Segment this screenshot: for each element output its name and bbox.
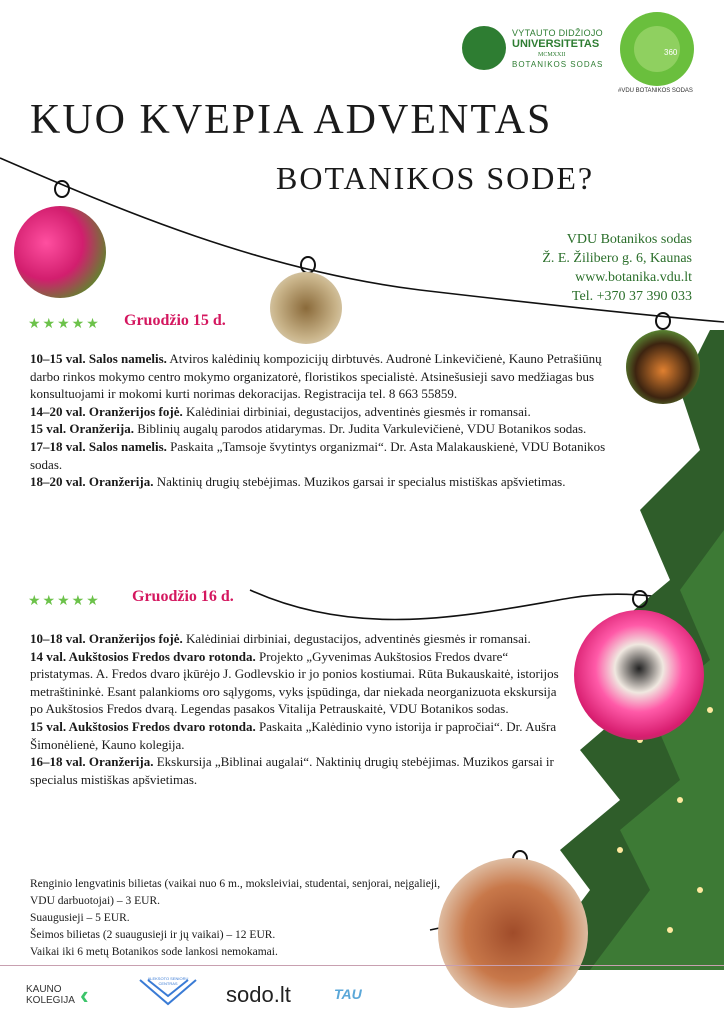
ornament-hook-icon xyxy=(632,590,648,608)
day1-header xyxy=(28,315,101,333)
logo-text: BOTANIKOS SODAS xyxy=(512,60,604,69)
ornament-butterfly-image xyxy=(626,330,700,404)
contact-name: VDU Botanikos sodas xyxy=(566,232,692,247)
hashtag: #VDU BOTANIKOS SODAS xyxy=(618,88,693,94)
ticket-line: Vaikai iki 6 metų Botanikos sode lankosi nemokamai. xyxy=(30,946,278,958)
stars-icon: ★★★★★ xyxy=(28,594,101,609)
ornament-moth-image xyxy=(270,272,342,344)
program-item: 14 val. Aukštosios Fredos dvaro rotonda. Projekto „Gyvenimas Aukštosios Fredos dvare“ pristatymas. A. Fredos dvaro įkūrėjo J. Godlevskio ir jo ponios kostiumai. Rūta Bukauskaitė, istorijos metraštininkė. Esant palankioms oro sąlygoms, vyks įspūdinga, dar niekada neorganizuota ekskursija po Aukštosios Fredos dvarą. Legendas pasakos Vitalija Petrauskaitė, VDU Botanikos sodas. xyxy=(30,648,559,717)
program-item: 16–18 val. Oranžerija. Ekskursija „Biblinai augalai“. Naktinių drugių stebėjimas. Muzikos garsai ir specialus mistiškas apšvietimas. xyxy=(30,754,554,787)
stars-icon: ★★★★★ xyxy=(28,317,101,332)
contact-phone: Tel. +370 37 390 033 xyxy=(571,289,692,304)
anniversary-360-logo: 360 xyxy=(620,12,694,86)
contact-address: Ž. E. Žilibero g. 6, Kaunas xyxy=(542,251,692,266)
program-item: 14–20 val. Oranžerijos fojė. Kalėdiniai dirbiniai, degustacijos, adventinės giesmės ir romansai. xyxy=(30,403,531,419)
ornament-hook-icon xyxy=(655,312,671,330)
vdu-emblem-icon xyxy=(462,26,506,70)
sodo-lt-logo: sodo.lt xyxy=(226,982,291,1007)
kauno-kolegija-logo: KAUNO KOLEGIJA xyxy=(26,984,75,1006)
logo-text: UNIVERSITETAS xyxy=(512,38,600,50)
ticket-line: Šeimos bilietas (2 suaugusieji ir jų vaikai) – 12 EUR. xyxy=(30,929,276,941)
day1-date: Gruodžio 15 d. xyxy=(124,312,226,329)
ornament-zebra-butterfly-image xyxy=(574,610,704,740)
page-title: KUO KVEPIA ADVENTAS xyxy=(30,97,553,143)
logo-text: MCMXXII xyxy=(538,52,566,58)
ornament-butterfly-image xyxy=(14,206,106,298)
contact-block xyxy=(542,230,692,306)
program-item: 18–20 val. Oranžerija. Naktinių drugių stebėjimas. Muzikos garsai ir specialus mistiškas apšvietimas. xyxy=(30,474,566,490)
day1-program xyxy=(30,350,630,491)
program-item: 15 val. Oranžerija. Biblinių augalų parodos atidarymas. Dr. Judita Varkulevičienė, VDU Botanikos sodas. xyxy=(30,421,587,437)
vdu-botanical-garden-logo xyxy=(462,26,612,74)
ticket-info xyxy=(30,876,450,961)
ornament-hook-icon xyxy=(54,180,70,198)
ticket-line: Renginio lengvatinis bilietas (vaikai nuo 6 m., moksleiviai, studentai, senjorai, neįgalieji, VDU darbuotojai) – 3 EUR. xyxy=(30,878,441,907)
day2-date: Gruodžio 16 d. xyxy=(132,588,234,605)
day2-program xyxy=(30,630,570,788)
program-item: 17–18 val. Salos namelis. Paskaita „Tamsoje švytintys organizmai“. Dr. Asta Malakauskienė, VDU Botanikos sodas. xyxy=(30,438,606,472)
day2-header xyxy=(28,592,101,610)
contact-web[interactable]: www.botanika.vdu.lt xyxy=(575,270,692,285)
program-item: 15 val. Aukštosios Fredos dvaro rotonda. Paskaita „Kalėdinio vyno istorija ir papročiai“. Dr. Aušra Šimonėlienė, Kauno kolegija. xyxy=(30,718,557,752)
page-subtitle: BOTANIKOS SODE? xyxy=(276,160,595,196)
footer-divider xyxy=(0,965,724,966)
program-item: 10–15 val. Salos namelis. Atviros kalėdinių kompozicijų dirbtuvės. Audronė Linkevičienė, Kauno Petrašiūnų darbo rinkos mokymo centro mokymo organizatorė, floristikos specialistė. Atsinešusieji savo medžiagas bus konsultuojami ir mokomi kurti norimas dekoracijas. Registracija tel. 8 663 55859. xyxy=(30,351,602,402)
program-item: 10–18 val. Oranžerijos fojė. Kalėdiniai dirbiniai, degustacijos, adventinės giesmės ir romansai. xyxy=(30,631,531,646)
logo-text: VYTAUTO DIDŽIOJO xyxy=(512,28,603,38)
ornament-atlas-moth-image xyxy=(438,858,588,1008)
kk-k-icon: ‹ xyxy=(80,980,89,1010)
tau-logo: TAU xyxy=(334,986,362,1002)
seniors-center-logo: ALEKSOTO SENIORŲ CENTRAS xyxy=(138,976,198,1006)
ticket-line: Suaugusieji – 5 EUR. xyxy=(30,912,130,924)
